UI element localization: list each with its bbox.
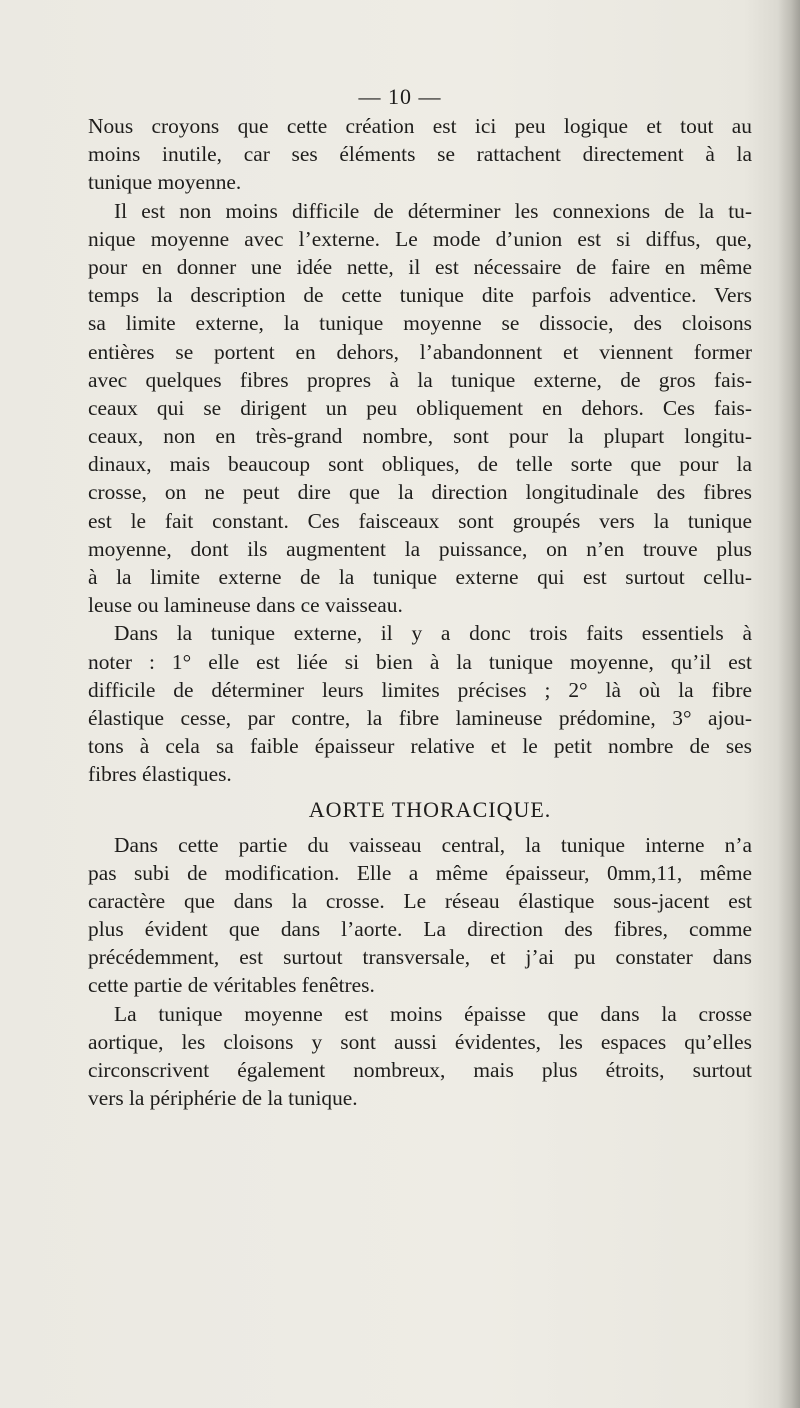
text-line: La tunique moyenne est moins épaisse que dans la crosse [114,1001,752,1026]
text-line: fibres élastiques. [88,762,232,787]
text-line: crosse, on ne peut dire que la direction longitudinale des fibres [88,480,752,505]
text-line: tons à cela sa faible épaisseur relative et le petit nombre de ses [88,734,752,759]
text-line: noter : 1° elle est liée si bien à la tunique moyenne, qu’il est [88,649,752,674]
text-line: temps la description de cette tunique dite parfois adventice. Vers [88,283,752,308]
text-line: à la limite externe de la tunique externe qui est surtout cellu- [88,565,752,589]
text-line: pour en donner une idée nette, il est nécessaire de faire en même [88,254,752,279]
text-line: moins inutile, car ses éléments se rattachent directement à la [88,142,752,167]
text-line: pas subi de modification. Elle a même épaisseur, 0mm,11, même [88,860,752,885]
text-line: ceaux qui se dirigent un peu obliquement en dehors. Ces fais- [88,395,752,420]
text-block-2 [88,831,752,1113]
page-number: — 10 — [358,84,442,109]
text-line: caractère que dans la crosse. Le réseau élastique sous-jacent est [88,888,752,913]
body-text [88,112,752,1112]
text-line: entières se portent en dehors, l’abandonnent et viennent former [88,339,752,364]
text-line: difficile de déterminer leurs limites précises ; 2° là où la fibre [88,677,752,702]
text-line: dinaux, mais beaucoup sont obliques, de telle sorte que pour la [88,452,752,477]
text-line: est le fait constant. Ces faisceaux sont groupés vers la tunique [88,508,752,533]
text-block-1 [88,112,752,789]
text-line: leuse ou lamineuse dans ce vaisseau. [88,593,403,618]
text-line: cette partie de véritables fenêtres. [88,973,375,998]
text-line: Dans la tunique externe, il y a donc trois faits essentiels à [114,621,752,646]
text-line: Dans cette partie du vaisseau central, la tunique interne n’a [114,832,752,857]
text-line: sa limite externe, la tunique moyenne se dissocie, des cloisons [88,311,752,336]
text-line: ceaux, non en très-grand nombre, sont pour la plupart longitu- [88,424,752,449]
text-line: précédemment, est surtout transversale, et j’ai pu constater dans [88,945,752,970]
text-line: Nous croyons que cette création est ici peu logique et tout au [88,114,752,138]
text-line: élastique cesse, par contre, la fibre lamineuse prédomine, 3° ajou- [88,705,752,730]
text-line: Il est non moins difficile de déterminer les connexions de la tu- [114,198,752,223]
text-line: aortique, les cloisons y sont aussi évidentes, les espaces qu’elles [88,1029,752,1054]
text-line: nique moyenne avec l’externe. Le mode d’union est si diffus, que, [88,226,752,251]
text-line: vers la périphérie de la tunique. [88,1086,358,1111]
text-line: circonscrivent également nombreux, mais plus étroits, surtout [88,1058,752,1082]
text-line: avec quelques fibres propres à la tunique externe, de gros fais- [88,367,752,392]
text-line: plus évident que dans l’aorte. La direction des fibres, comme [88,917,752,942]
text-line: moyenne, dont ils augmentent la puissance, on n’en trouve plus [88,536,752,561]
text-line: tunique moyenne. [88,170,242,195]
page-edge-shadow [778,0,800,1408]
section-heading: AORTE THORACIQUE. [308,796,552,822]
